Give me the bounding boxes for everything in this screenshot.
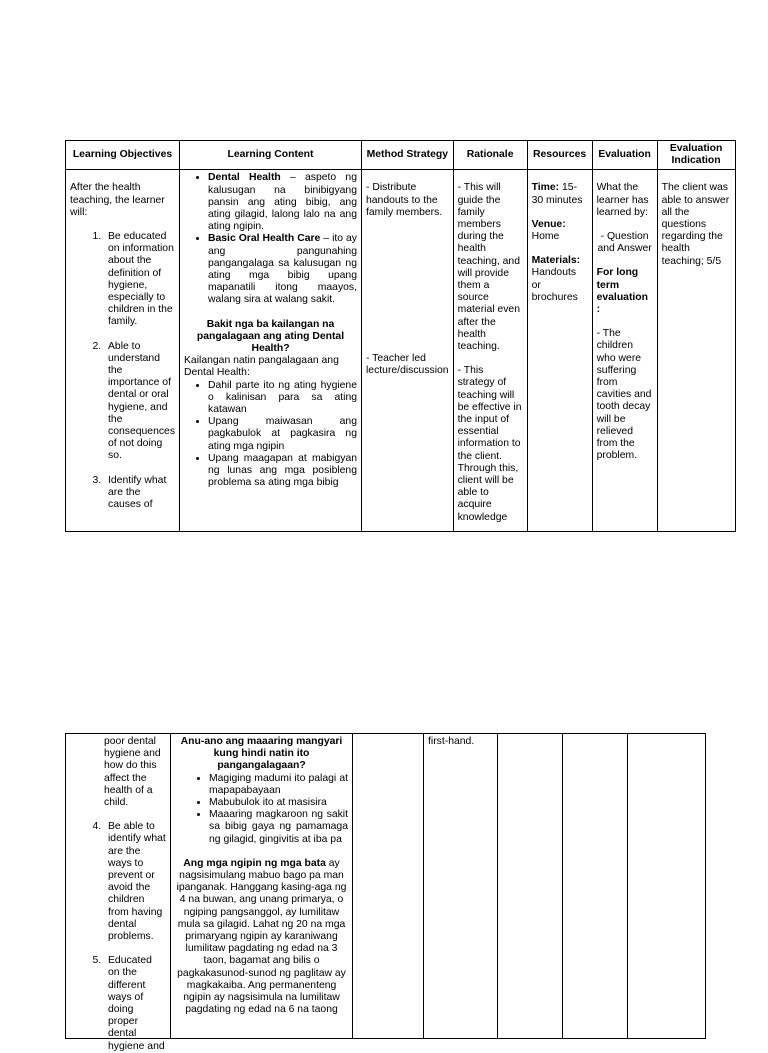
indication-cell-continued [628,734,706,1039]
time-value: 15-30 minutes [531,182,583,206]
content-question: Bakit nga ba kailangan na pangalagaan ang ating Dental Health? [196,318,345,355]
content-cell-continued [171,734,353,1039]
rationale-cell-continued [424,734,498,1039]
venue-label: Venue: [531,218,566,230]
evaluation-method: - Question and Answer [597,231,652,255]
content-question-2: Anu-ano ang maaaring mangyari kung hindi natin ito pangangalagaan? [180,736,343,772]
header-evaluation: Evaluation [592,141,657,170]
materials-label: Materials: [531,255,581,267]
rationale-continued: first-hand. [428,736,475,747]
term-basic-oral-care: Basic Oral Health Care [208,233,321,245]
reason-item-3: • Upang maagapan at mabigyan ng lunas ang mga posibleng problema sa ating mga bibig [208,453,357,490]
header-rationale: Rationale [453,141,527,170]
method-item-1: - Distribute handouts to the family members. [366,182,443,218]
resources-time [532,182,588,206]
indication-text: The client was able to answer all the questions regarding the health teaching; 5/5 [661,182,730,267]
consequence-item-3: • Maaaring magkaroon ng sakit sa bibig gaya ng pamamaga ng gilagid, gingivitis at iba pa [209,809,348,846]
time-label: Time: [531,182,560,194]
method-cell [362,170,454,532]
header-learning-content: Learning Content [180,141,362,170]
objectives-cell-continued [66,734,171,1052]
header-row [66,141,736,170]
continued-row [66,734,706,1039]
term-dental-health: Dental Health [208,172,281,184]
children-teeth-paragraph [175,858,348,1017]
objective-continued: poor dental hygiene and how do this affect the health of a child. [104,736,161,809]
content-row [66,170,736,532]
venue-value: Home [531,231,560,243]
objective-item-1: 1. Be educated on information about the definition of hygiene, especially to children in the family. [104,231,175,329]
content-answer-intro: Kailangan natin pangalagaan ang Dental Health: [184,355,339,379]
objective-item-2: 2. Able to understand the importance of dental or oral hygiene, and the consequences of not doing so. [104,341,175,463]
evaluation-cell [592,170,657,532]
rationale-item-1: - This will guide the family members during the health teaching, and will provide them a source material even after the health teaching. [457,182,520,353]
consequence-item-2: • Mabubulok ito at masisira [209,797,348,809]
indication-cell [657,170,735,532]
content-item-basic-oral-care [208,233,357,306]
header-evaluation-indication: Evaluation Indication [657,141,735,170]
evaluation-intro: What the learner has learned by: [596,182,649,218]
content-item-dental-health [208,172,357,233]
objective-item-5: 5. Educated on the different ways of doing proper dental hygiene and [104,955,166,1053]
rationale-cell [453,170,527,532]
lesson-plan-table-page-1 [65,140,736,532]
objectives-intro: After the health teaching, the learner will: [70,182,165,218]
long-term-text: - The children who were suffering from cavities and tooth decay will be relieved from the problem. [596,328,652,462]
materials-value: Handouts or brochures [531,267,578,303]
header-learning-objectives: Learning Objectives [66,141,180,170]
definition-dental-health: – aspeto ng kalusugan na binibigyang pansin ang ating bibig, ang ating gilagid, lalong lalo na ang ating ngipin. [208,172,357,233]
reason-item-2: • Upang maiwasan ang pagkabulok at pagkasira ng ating mga ngipin [208,416,357,453]
consequence-item-1: • Magiging madumi ito palagi at mapapabayaan [209,773,348,797]
reason-item-1: • Dahil parte ito ng ating hygiene o kalinisan para sa ating katawan [208,380,357,417]
objective-item-4: 4. Be able to identify what are the ways to prevent or avoid the children from having dental problems. [104,821,166,943]
resources-cell [527,170,592,532]
header-resources: Resources [527,141,592,170]
paragraph-body: ay nagsisimulang mabuo bago pa man ipanganak. Hanggang kasing-aga ng 4 na buwan, ang unang primarya, o ngiping pangsanggol, ay lumilitaw mula sa gilagid. Lahat ng 20 na mga primaryang ngipin ay karaniwang lumilitaw pagdating ng edad na 3 taon, bagamat ang bilis o pagkakasunod-sunod ng paglitaw ay magkakaiba. Ang permanenteng ngipin ay nagsisimula na lumilitaw pagdating ng edad na 6 na taong [176,857,347,1016]
method-cell-continued [353,734,424,1039]
paragraph-lead: Ang mga ngipin ng mga bata [183,857,326,869]
definition-basic-oral-care: – ito ay ang pangunahing pangangalaga sa kalusugan ng ating mga bibig upang mapanatili itong maayos, walang sira at walang sakit. [208,233,357,306]
rationale-item-2: - This strategy of teaching will be effective in the input of essential information to the client. Through this, client will be able to acquire knowledge [457,365,522,523]
objective-item-3: 3. Identify what are the causes of [104,475,175,512]
objectives-cell [66,170,180,532]
resources-cell-continued [498,734,563,1039]
header-method-strategy: Method Strategy [362,141,454,170]
long-term-label: For long term evaluation : [596,267,648,316]
method-item-2: - Teacher led lecture/discussion [366,353,449,377]
content-cell [180,170,362,532]
lesson-plan-table-page-2 [65,733,706,1052]
evaluation-cell-continued [563,734,628,1039]
